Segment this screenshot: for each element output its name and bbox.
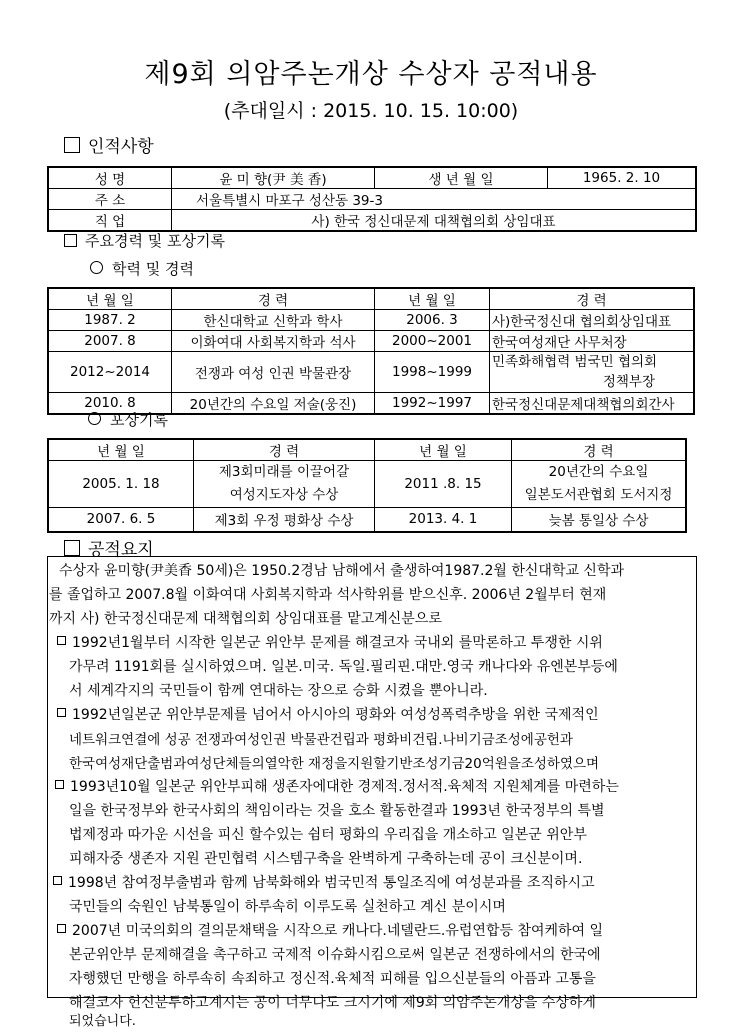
merit-item-line: 본군위안부 문제해결을 촉구하고 국제적 이슈화시킴으로써 일본군 전쟁하에서의 한국에 bbox=[69, 947, 601, 963]
name-value: 윤 미 향(尹 美 香) bbox=[172, 167, 375, 189]
merit-item-line: 가무려 1191회를 실시하였으며. 일본.미국. 독일.필리핀.대만.영국 캐나다와 유엔본부등에 bbox=[69, 659, 618, 675]
career-header: 년 월 일 bbox=[375, 288, 490, 310]
checkbox-icon bbox=[64, 137, 80, 153]
awards-header: 년 월 일 bbox=[48, 439, 194, 461]
cell-line: 제3회미래를 이끌어갈 bbox=[218, 464, 350, 480]
section-merit-heading: 공적요지 bbox=[64, 535, 154, 560]
section-personal-heading: 인적사항 bbox=[64, 132, 154, 157]
square-bullet-icon bbox=[57, 636, 66, 645]
merit-intro-line: 를 졸업하고 2007.8월 이화여대 사회복지학과 석사학위를 받으신후. 2006년 2월부터 현재 bbox=[49, 587, 607, 603]
table-cell: 2011 .8. 15 bbox=[375, 461, 512, 508]
merit-item-line: 국민들의 숙원인 남북통일이 하루속히 이루도록 실천하고 계신 분이시며 bbox=[69, 899, 506, 915]
merit-item-line: 되었습니다. bbox=[69, 1014, 136, 1029]
awards-table bbox=[47, 438, 687, 533]
circle-bullet-icon bbox=[90, 261, 103, 274]
merit-item-line: 한국여성재단출범과여성단체들의열악한 재정을지원할기반조성기금20억원을조성하였으며 bbox=[69, 756, 600, 772]
square-bullet-icon bbox=[57, 924, 66, 933]
table-cell: 전쟁과 여성 인권 박물관장 bbox=[172, 352, 375, 393]
address-label: 주 소 bbox=[48, 189, 172, 210]
birth-label: 생 년 월 일 bbox=[375, 167, 548, 189]
career-header: 년 월 일 bbox=[48, 288, 172, 310]
table-row bbox=[48, 310, 694, 331]
table-cell: 늦봄 통일상 수상 bbox=[512, 508, 687, 532]
square-bullet-icon bbox=[53, 876, 62, 885]
cell-line: 정책부장 bbox=[602, 374, 655, 390]
table-cell: 1987. 2 bbox=[48, 310, 172, 331]
page-subtitle: (추대일시 : 2015. 10. 15. 10:00) bbox=[223, 100, 519, 122]
personal-table bbox=[47, 166, 697, 232]
subsection-awards-heading: 포상기록 bbox=[88, 409, 168, 430]
merit-item-line: 서 세계각지의 국민들이 함께 연대하는 장으로 승화 시켰을 뿐아니라. bbox=[69, 683, 488, 699]
cell-line: 20년간의 수요일 bbox=[548, 464, 649, 480]
table-row bbox=[48, 331, 694, 352]
table-cell: 한국여성재단 사무처장 bbox=[490, 331, 695, 352]
name-label: 성 명 bbox=[48, 167, 172, 189]
cell-line: 민족화해협력 범국민 협의회 bbox=[492, 354, 658, 370]
merit-item-line: 피해자중 생존자 지원 관민협력 시스템구축을 완벽하게 구축하는데 공이 크신분이며. bbox=[69, 851, 583, 867]
cell-line: 일본도서관협회 도서지정 bbox=[524, 487, 673, 503]
section-career-heading: 주요경력 및 포상기록 bbox=[64, 230, 225, 251]
table-cell: 2007. 8 bbox=[48, 331, 172, 352]
table-row bbox=[48, 352, 694, 393]
table-cell: 한국정신대문제대책협의회간사 bbox=[490, 393, 695, 415]
table-row bbox=[48, 461, 686, 508]
career-table bbox=[47, 287, 695, 415]
table-cell: 1992~1997 bbox=[375, 393, 490, 415]
merit-intro-line: 까지 사) 한국정신대문제 대책협의회 상임대표를 맡고계신분으로 bbox=[49, 611, 442, 627]
merit-item-line: 2007년 미국의회의 결의문채택을 시작으로 캐나다.네델란드.유럽연합등 참여케하여 일 bbox=[57, 920, 603, 940]
awards-header: 년 월 일 bbox=[375, 439, 512, 461]
merit-item-line: 1992년일본군 위안부문제를 넘어서 아시아의 평화와 여성성폭력추방을 위한 국제적인 bbox=[57, 704, 599, 724]
table-cell: 2007. 6. 5 bbox=[48, 508, 194, 532]
merit-item-line: 해결코자 헌신분투하고계시는 공이 너무나도 크시기에 제9회 의암주논개상을 수상하게 bbox=[69, 995, 596, 1011]
merit-item-line: 자행했던 만행을 하루속히 속죄하고 정신적.육체적 피해를 입으신분들의 아픔과 고통을 bbox=[69, 971, 596, 987]
birth-value: 1965. 2. 10 bbox=[548, 167, 697, 189]
awards-header: 경 력 bbox=[512, 439, 687, 461]
table-cell: 사)한국정신대 협의회상임대표 bbox=[490, 310, 695, 331]
table-cell bbox=[490, 352, 695, 393]
cell-line: 여성지도자상 수상 bbox=[229, 487, 339, 503]
merit-item-line: 1992년1월부터 시작한 일본군 위안부 문제를 해결코자 국내외 를막론하고 투쟁한 시위 bbox=[57, 632, 603, 652]
career-header: 경 력 bbox=[490, 288, 695, 310]
table-cell bbox=[512, 461, 687, 508]
table-cell: 2012~2014 bbox=[48, 352, 172, 393]
table-row bbox=[48, 508, 686, 532]
job-label: 직 업 bbox=[48, 210, 172, 232]
checkbox-icon bbox=[64, 234, 77, 247]
square-bullet-icon bbox=[55, 780, 64, 789]
table-cell: 2013. 4. 1 bbox=[375, 508, 512, 532]
awards-header: 경 력 bbox=[194, 439, 375, 461]
page-title: 제9회 의암주논개상 수상자 공적내용 bbox=[144, 59, 598, 90]
merit-item-line: 1998년 참여정부출범과 함께 남북화해와 범국민적 통일조직에 여성분과를 조직하시고 bbox=[53, 872, 595, 892]
table-cell: 이화여대 사회복지학과 석사 bbox=[172, 331, 375, 352]
subsection-education-heading: 학력 및 경력 bbox=[90, 258, 194, 279]
merit-item-line: 네트워크연결에 성공 전쟁과여성인권 박물관건립과 평화비건립.나비기금조성에공헌과 bbox=[69, 732, 573, 748]
merit-item-line: 법제정과 따가운 시선을 피신 할수있는 쉼터 평화의 우리집을 개소하고 일본군 위안부 bbox=[69, 827, 587, 843]
career-header: 경 력 bbox=[172, 288, 375, 310]
checkbox-icon bbox=[64, 540, 80, 556]
table-cell: 1998~1999 bbox=[375, 352, 490, 393]
table-cell: 2000~2001 bbox=[375, 331, 490, 352]
address-value: 서울특별시 마포구 성산동 39-3 bbox=[172, 189, 697, 210]
table-cell: 2010. 8 bbox=[48, 393, 172, 415]
merit-item-line: 일을 한국정부와 한국사회의 책임이라는 것을 호소 활동한결과 1993년 한국정부의 특별 bbox=[69, 803, 605, 819]
table-cell: 2005. 1. 18 bbox=[48, 461, 194, 508]
merit-intro-line: 수상자 윤미향(尹美香 50세)은 1950.2경남 남해에서 출생하여1987.2월 한신대학교 신학과 bbox=[59, 563, 625, 579]
table-cell: 20년간의 수요일 저술(웅진) bbox=[172, 393, 375, 415]
merit-item-line: 1993년10월 일본군 위안부피해 생존자에대한 경제적.정서적.육체적 지원체계를 마련하는 bbox=[55, 776, 619, 796]
square-bullet-icon bbox=[57, 708, 66, 717]
circle-bullet-icon bbox=[88, 412, 101, 425]
table-cell: 한신대학교 신학과 학사 bbox=[172, 310, 375, 331]
table-cell: 제3회 우정 평화상 수상 bbox=[194, 508, 375, 532]
table-cell: 2006. 3 bbox=[375, 310, 490, 331]
job-value: 사) 한국 정신대문제 대책협의회 상임대표 bbox=[172, 210, 697, 232]
table-cell bbox=[194, 461, 375, 508]
